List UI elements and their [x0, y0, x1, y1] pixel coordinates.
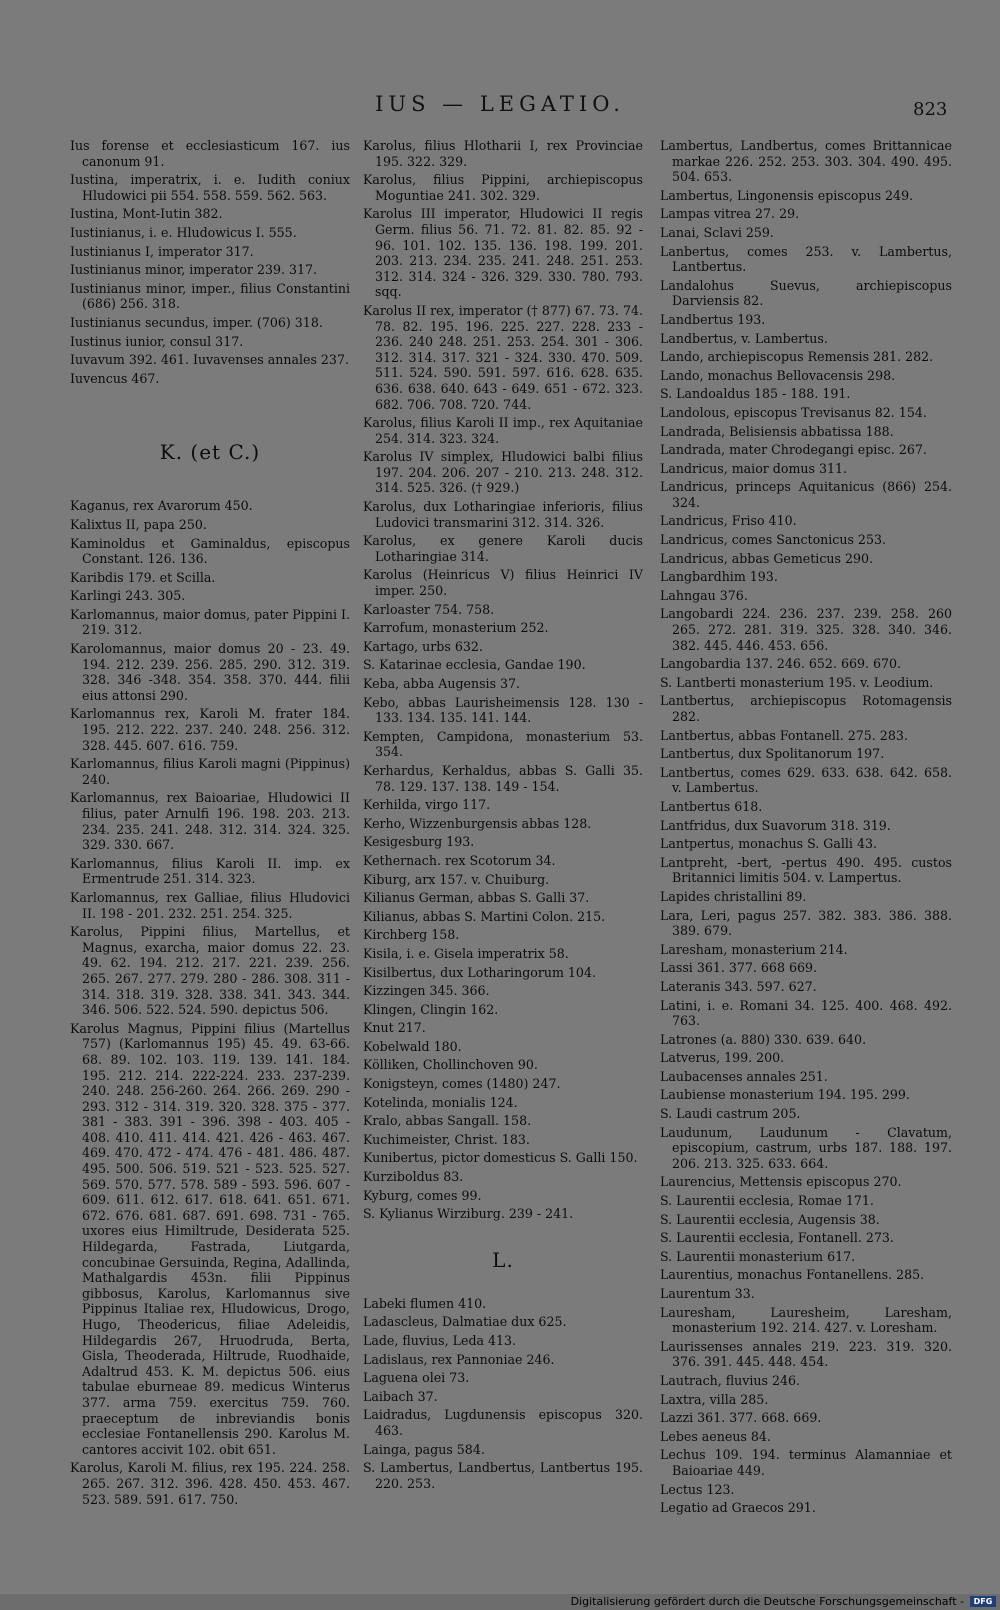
index-entry: Landricus, maior domus 311. [660, 460, 848, 476]
index-entry: Laxtra, villa 285. [660, 1391, 769, 1407]
index-entry: Lectus 123. [660, 1481, 735, 1497]
index-entry: Karolus, filius Hlotharii I, rex Provinciae 195. 322. 329. [363, 138, 643, 169]
index-entry: Lampas vitrea 27. 29. [660, 206, 800, 222]
index-entry: Iustinianus, i. e. Hludowicus I. 555. [70, 224, 297, 240]
index-entry: Iustinianus minor, imperator 239. 317. [70, 262, 318, 278]
index-entry: Kilianus, abbas S. Martini Colon. 215. [363, 908, 606, 924]
index-entry: S. Landoaldus 185 - 188. 191. [660, 386, 851, 402]
index-entry: Karlomannus, rex Galliae, filius Hludovici II. 198 - 201. 232. 251. 254. 325. [70, 889, 350, 921]
index-entry: Karolus, filius Karoli II imp., rex Aquitaniae 254. 314. 323. 324. [363, 415, 643, 446]
index-entry: Kyburg, comes 99. [363, 1187, 482, 1203]
index-entry: Lahngau 376. [660, 587, 748, 603]
index-entry: S. Laurentii ecclesia, Romae 171. [660, 1193, 874, 1209]
index-entry: Lantbertus, abbas Fontanell. 275. 283. [660, 727, 908, 743]
index-column-2 [363, 138, 643, 1494]
index-entry: Kobelwald 180. [363, 1038, 462, 1054]
index-entry: Kölliken, Chollinchoven 90. [363, 1057, 538, 1073]
index-entry: Kurziboldus 83. [363, 1169, 464, 1185]
footer-credit: Digitalisierung gefördert durch die Deutsche Forschungsgemeinschaft - [570, 1595, 964, 1608]
dfg-logo-icon: DFG [970, 1596, 996, 1607]
index-entry: Laibach 37. [363, 1388, 438, 1404]
index-entry: Laresham, monasterium 214. [660, 941, 848, 957]
index-entry: Ladislaus, rex Pannoniae 246. [363, 1351, 555, 1367]
index-entry: S. Laurentii ecclesia, Augensis 38. [660, 1211, 880, 1227]
index-entry: Karolus II rex, imperator († 877) 67. 73. 74. 78. 82. 195. 196. 225. 227. 228. 233 - 236. 240 248. 251. 253. 254. 301 - 306. 312. 314. 317. 321 - 324. 330. 470. 509. 511. 524. 590. 591. 597. 616. 628. 635. 636. 638. 640. 643 - 649. 651 - 672. 323. 682. 706. 708. 720. 744. [363, 302, 643, 412]
index-entry: S. Katarinae ecclesia, Gandae 190. [363, 657, 586, 673]
index-entry: Lantbertus, archiepiscopus Rotomagensis 282. [660, 693, 952, 724]
index-entry: Landbertus, v. Lambertus. [660, 330, 828, 346]
index-entry: S. Laurentii monasterium 617. [660, 1248, 856, 1264]
index-entry: Lassi 361. 377. 668 669. [660, 960, 817, 976]
index-entry: Karolus IV simplex, Hludowici balbi filius 197. 204. 206. 207 - 210. 213. 248. 312. 314. 525. 326. († 929.) [363, 449, 643, 496]
index-entry: Karolus, Karoli M. filius, rex 195. 224. 258. 265. 267. 312. 396. 428. 450. 453. 467. 523. 589. 591. 617. 750. [70, 1460, 350, 1507]
index-entry: Kethernach. rex Scotorum 34. [363, 852, 556, 868]
index-entry: Lantpertus, monachus S. Galli 43. [660, 836, 877, 852]
index-entry: Laidradus, Lugdunensis episcopus 320. 463. [363, 1407, 643, 1438]
index-entry: Kisilbertus, dux Lotharingorum 104. [363, 964, 596, 980]
index-entry: Laurentius, monachus Fontanellens. 285. [660, 1267, 925, 1283]
index-column-3 [660, 138, 952, 1519]
index-entry: Iustinianus I, imperator 317. [70, 243, 254, 259]
index-entry: Kralo, abbas Sangall. 158. [363, 1113, 532, 1129]
index-entry: Lantbertus, comes 629. 633. 638. 642. 658. v. Lambertus. [660, 764, 952, 796]
index-entry: Ius forense et ecclesiasticum 167. ius canonum 91. [70, 138, 350, 169]
index-entry: Langobardi 224. 236. 237. 239. 258. 260 265. 272. 281. 319. 325. 328. 340. 346. 382. 445. 446. 453. 656. [660, 606, 952, 653]
index-entry: Landricus, abbas Gemeticus 290. [660, 550, 873, 566]
index-entry: Karlomannus, filius Karoli II. imp. ex Ermentrude 251. 314. 323. [70, 855, 350, 887]
index-entry: Karlomannus rex, Karoli M. frater 184. 195. 212. 222. 237. 240. 248. 256. 312. 328. 445. 607. 616. 759. [70, 706, 350, 753]
index-entry: Kerho, Wizzenburgensis abbas 128. [363, 815, 592, 831]
index-entry: Lanai, Sclavi 259. [660, 224, 774, 240]
index-entry: Knut 217. [363, 1020, 426, 1036]
index-entry: Lainga, pagus 584. [363, 1441, 485, 1457]
index-entry: Konigsteyn, comes (1480) 247. [363, 1076, 561, 1092]
index-entry: Kaganus, rex Avarorum 450. [70, 498, 253, 514]
index-entry: Karloaster 754. 758. [363, 601, 495, 617]
index-entry: Ladascleus, Dalmatiae dux 625. [363, 1314, 567, 1330]
index-entry: Lantbertus, dux Spolitanorum 197. [660, 746, 885, 762]
index-entry: Kalixtus II, papa 250. [70, 516, 207, 532]
index-entry: Lautrach, fluvius 246. [660, 1372, 801, 1388]
index-entry: Karolus, ex genere Karoli ducis Lotharingiae 314. [363, 533, 643, 564]
index-entry: Kunibertus, pictor domesticus S. Galli 150. [363, 1150, 638, 1166]
index-entry: Landricus, Friso 410. [660, 513, 797, 529]
index-column-1 [70, 138, 350, 1510]
index-entry: Iustina, imperatrix, i. e. Iudith coniux Hludowici pii 554. 558. 559. 562. 563. [70, 172, 350, 203]
index-entry: Karolomannus, maior domus 20 - 23. 49. 194. 212. 239. 256. 285. 290. 312. 319. 328. 346 -348. 354. 358. 370. 444. filii eius attonsi 290. [70, 641, 350, 703]
index-entry: Lambertus, Lingonensis episcopus 249. [660, 187, 914, 203]
index-entry: Kartago, urbs 632. [363, 638, 483, 654]
index-entry: Laurentum 33. [660, 1286, 755, 1301]
index-entry: Iustinianus secundus, imper. (706) 318. [70, 314, 323, 330]
index-entry: Lambertus, Landbertus, comes Brittannicae markae 226. 252. 253. 303. 304. 490. 495. 504. 653. [660, 138, 952, 185]
section-heading: K. (et C.) [159, 440, 261, 465]
index-entry: Latini, i. e. Romani 34. 125. 400. 468. 492. 763. [660, 997, 952, 1029]
index-entry: S. Lambertus, Landbertus, Lantbertus 195. 220. 253. [363, 1460, 643, 1491]
index-entry: Laurencius, Mettensis episcopus 270. [660, 1174, 902, 1190]
index-entry: Landrada, Belisiensis abbatissa 188. [660, 423, 894, 439]
index-entry: Lapides christallini 89. [660, 888, 807, 904]
index-entry: Iustinus iunior, consul 317. [70, 333, 244, 349]
index-entry: Lantfridus, dux Suavorum 318. 319. [660, 817, 891, 833]
index-entry: Landrada, mater Chrodegangi episc. 267. [660, 442, 927, 458]
index-entry: Iustinianus minor, imper., filius Constantini (686) 256. 318. [70, 280, 350, 312]
index-entry: Kesigesburg 193. [363, 834, 475, 850]
index-entry: Lazzi 361. 377. 668. 669. [660, 1410, 822, 1426]
index-entry: Landolous, episcopus Trevisanus 82. 154. [660, 404, 927, 420]
index-entry: Latverus, 199. 200. [660, 1050, 785, 1066]
index-entry: Kerhardus, Kerhaldus, abbas S. Galli 35. 78. 129. 137. 138. 149 - 154. [363, 762, 643, 794]
index-entry: Karlomannus, filius Karoli magni (Pippinus) 240. [70, 756, 350, 787]
index-entry: Lebes aeneus 84. [660, 1428, 771, 1444]
index-entry: Iustina, Mont-Iutin 382. [70, 206, 223, 222]
index-entry: Lando, archiepiscopus Remensis 281. 282. [660, 349, 934, 365]
index-entry: Laubiense monasterium 194. 195. 299. [660, 1087, 910, 1103]
index-entry: Langbardhim 193. [660, 569, 778, 585]
index-entry: Karolus, filius Pippini, archiepiscopus Moguntiae 241. 302. 329. [363, 172, 643, 203]
index-entry: Laudunum, Laudunum - Clavatum, episcopium, castrum, urbs 187. 188. 197. 206. 213. 325. 633. 664. [660, 1124, 952, 1171]
index-entry: Langobardia 137. 246. 652. 669. 670. [660, 656, 902, 672]
index-entry: Lando, monachus Bellovacensis 298. [660, 367, 896, 383]
index-entry: Kebo, abbas Laurisheimensis 128. 130 - 133. 134. 135. 141. 144. [363, 694, 643, 726]
running-title: IUS — LEGATIO. [375, 92, 625, 116]
index-entry: Kempten, Campidona, monasterium 53. 354. [363, 728, 643, 760]
index-entry: S. Laudi castrum 205. [660, 1106, 801, 1122]
index-entry: Lantbertus 618. [660, 798, 763, 814]
index-entry: Landbertus 193. [660, 311, 766, 327]
index-entry: Lateranis 343. 597. 627. [660, 978, 817, 994]
index-entry: Karolus, dux Lotharingiae inferioris, filius Ludovici transmarini 312. 314. 326. [363, 499, 643, 530]
index-entry: Kilianus German, abbas S. Galli 37. [363, 890, 590, 906]
index-entry: Iuvavum 392. 461. Iuvavenses annales 237. [70, 352, 349, 368]
index-entry: Kaminoldus et Gaminaldus, episcopus Constant. 126. 136. [70, 535, 350, 567]
index-entry: Kisila, i. e. Gisela imperatrix 58. [363, 945, 569, 961]
index-entry: Karolus (Heinricus V) filius Heinrici IV imper. 250. [363, 567, 643, 599]
index-entry: Karolus Magnus, Pippini filius (Martellus 757) (Karlomannus 195) 45. 49. 63-66. 68. 89. 102. 103. 119. 139. 141. 184. 195. 212. 214. 222-224. 233. 237-239. 240. 248. 256-260. 264. 266. 269. 290 - 293. 312 - 314. 319. 320. 328. 375 - 377. 381 - 383. 391 - 396. 398 - 403. 405 - 408. 410. 411. 414. 421. 426 - 463. 467. 469. 470. 472 - 474. 476 - 481. 486. 487. 495. 500. 506. 519. 521 - 523. 525. 527. 569. 570. 577. 578. 589 - 593. 596. 607 - 609. 611. 612. 617. 618. 641. 651. 671. 672. 676. 681. 687. 691. 698. 731 - 765. uxores eius Himiltrude, Desiderata 525. Hildegarda, Fastrada, Liutgarda, concubinae Gersuinda, Regina, Adallinda, Mathalgardis 453n. filii Pippinus gibbosus, Karolus, Karlomannus sive Pippinus Italiae rex, Hludowicus, Drogo, Hugo, Theodericus, filiae Adeleidis, Hildegardis 267, Hruodruda, Berta, Gisla, Theoderada, Hiltrude, Ruodhaide, Adaltrud 453. K. M. depictus 506. eius tabulae eburneae 89. medicus Winterus 377. arma 759. exercitus 759. 760. praeceptum de inbreviandis bonis ecclesiae Fontanellensis 290. Karolus M. cantores accivit 102. obit 651. [70, 1020, 350, 1457]
index-entry: S. Kylianus Wirziburg. 239 - 241. [363, 1206, 574, 1222]
index-entry: Karolus III imperator, Hludowici II regis Germ. filius 56. 71. 72. 81. 82. 85. 92 - 96. 101. 102. 135. 136. 198. 199. 201. 203. 213. 234. 235. 241. 248. 251. 253. 312. 314. 324 - 326. 329. 330. 780. 793. sqq. [363, 206, 643, 300]
index-entry: S. Laurentii ecclesia, Fontanell. 273. [660, 1230, 894, 1246]
index-entry: Karrofum, monasterium 252. [363, 620, 549, 636]
index-entry: Laurissenses annales 219. 223. 319. 320. 376. 391. 445. 448. 454. [660, 1338, 952, 1370]
index-entry: Kerhilda, virgo 117. [363, 797, 491, 813]
page-number: 823 [913, 99, 948, 120]
index-entry: Lantpreht, -bert, -pertus 490. 495. custos Britannici limitis 504. v. Lampertus. [660, 854, 952, 886]
index-entry: Iuvencus 467. [70, 370, 160, 386]
index-entry: Kirchberg 158. [363, 927, 460, 943]
index-entry: Lara, Leri, pagus 257. 382. 383. 386. 388. 389. 679. [660, 907, 952, 939]
index-entry: Karlomannus, maior domus, pater Pippini I. 219. 312. [70, 606, 350, 638]
index-entry: Lauresham, Lauresheim, Laresham, monasterium 192. 214. 427. v. Loresham. [660, 1304, 952, 1336]
digitization-footer [0, 1594, 1000, 1610]
index-entry: Lechus 109. 194. terminus Alamanniae et Baioariae 449. [660, 1447, 952, 1478]
index-entry: Keba, abba Augensis 37. [363, 676, 521, 691]
index-entry: Kiburg, arx 157. v. Chuiburg. [363, 871, 550, 887]
index-entry: Latrones (a. 880) 330. 639. 640. [660, 1031, 867, 1047]
index-entry: Laubacenses annales 251. [660, 1068, 828, 1084]
index-entry: Landricus, comes Sanctonicus 253. [660, 532, 886, 548]
index-entry: Lanbertus, comes 253. v. Lambertus, Lantbertus. [660, 243, 952, 275]
index-entry: Legatio ad Graecos 291. [660, 1500, 816, 1516]
index-entry: Karlingi 243. 305. [70, 588, 186, 604]
index-entry: Klingen, Clingin 162. [363, 1001, 499, 1017]
index-entry: Kuchimeister, Christ. 183. [363, 1131, 530, 1147]
index-entry: Karibdis 179. et Scilla. [70, 569, 216, 585]
section-heading: L. [492, 1247, 514, 1272]
index-entry: Karlomannus, rex Baioariae, Hludowici II filius, pater Arnulfi 196. 198. 203. 213. 234. 235. 241. 248. 312. 314. 324. 325. 329. 330. 667. [70, 790, 350, 853]
index-entry: Kotelinda, monialis 124. [363, 1094, 518, 1110]
index-entry: Labeki flumen 410. [363, 1295, 487, 1311]
index-entry: Landalohus Suevus, archiepiscopus Darviensis 82. [660, 277, 952, 309]
index-entry: S. Lantberti monasterium 195. v. Leodium. [660, 674, 934, 690]
index-entry: Kizzingen 345. 366. [363, 983, 490, 999]
index-entry: Lade, fluvius, Leda 413. [363, 1333, 517, 1348]
index-entry: Landricus, princeps Aquitanicus (866) 254. 324. [660, 479, 952, 510]
index-entry: Laguena olei 73. [363, 1370, 470, 1386]
index-entry: Karolus, Pippini filius, Martellus, et Magnus, exarcha, maior domus 22. 23. 49. 62. 194. 212. 217. 221. 239. 256. 265. 267. 277. 279. 280 - 286. 308. 311 - 314. 318. 319. 328. 338. 341. 343. 344. 346. 506. 522. 524. 590. depictus 506. [70, 924, 350, 1018]
